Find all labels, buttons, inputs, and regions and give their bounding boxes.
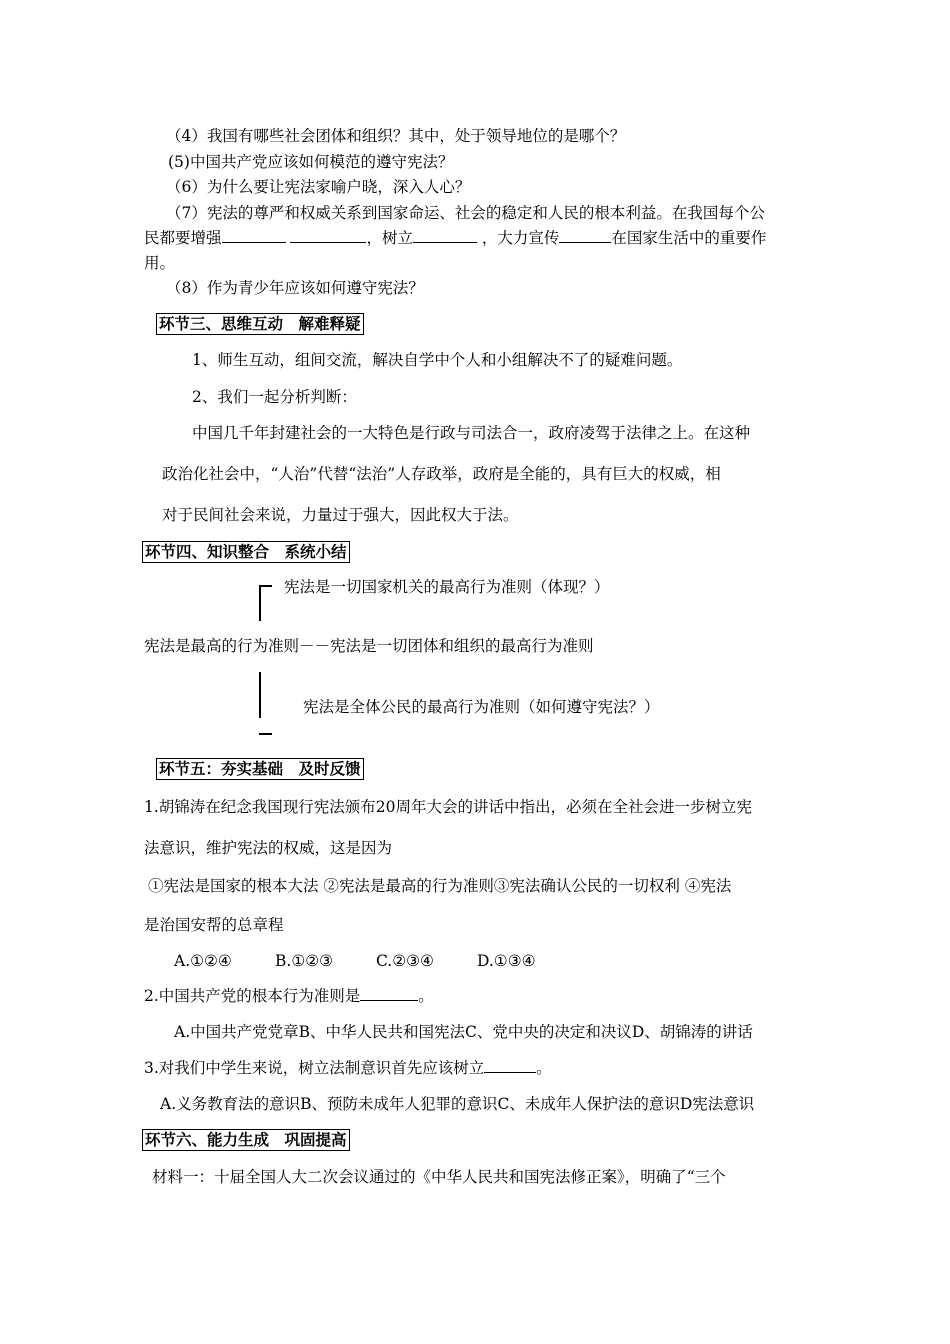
section-3-item-1: 1、师生互动，组间交流，解决自学中个人和小组解决不了的疑难问题。: [192, 351, 683, 369]
section-3-title: 环节三、思维互动 解难释疑: [156, 313, 364, 335]
bracket-bottom-vertical: [259, 672, 261, 718]
q1-option-c: C.②③④: [376, 952, 434, 970]
q1-option-b: B.①②③: [275, 952, 334, 970]
bracket-top-vertical: [259, 585, 261, 621]
blank-3[interactable]: [413, 228, 477, 243]
q1-line-3: ①宪法是国家的根本大法 ②宪法是最高的行为准则③宪法确认公民的一切权利 ④宪法: [148, 877, 732, 895]
bracket-top-tick: [259, 585, 272, 587]
summary-root: 宪法是最高的行为准则－－宪法是一切团体和组织的最高行为准则: [144, 637, 594, 655]
section-3-paragraph-line-3: 对于民间社会来说，力量过于强大，因此权大于法。: [162, 506, 519, 524]
section-3-item-2: 2、我们一起分析判断：: [192, 388, 357, 406]
q7-text-d: 在国家生活中的重要作: [611, 229, 767, 247]
question-6: （6）为什么要让宪法家喻户晓，深入人心？: [166, 178, 471, 196]
q7-text-c: ，大力宣传: [481, 229, 560, 247]
section-6-title: 环节六、能力生成 巩固提高: [142, 1129, 350, 1151]
question-5: (5)中国共产党应该如何模范的遵守宪法？: [168, 153, 454, 171]
q2-blank[interactable]: [360, 986, 418, 1001]
section-3-paragraph-line-1: 中国几千年封建社会的一大特色是行政与司法合一，政府凌驾于法律之上。在这种: [192, 424, 751, 442]
q3-text: 3.对我们中学生来说，树立法制意识首先应该树立: [144, 1059, 485, 1077]
section-4-title: 环节四、知识整合 系统小结: [142, 541, 350, 563]
section-3-paragraph-line-2: 政治化社会中，“人治”代替“法治”人存政举，政府是全能的，具有巨大的权威，相: [162, 465, 721, 483]
material-1: 材料一：十届全国人大二次会议通过的《中华人民共和国宪法修正案》，明确了“三个: [152, 1168, 726, 1186]
q2-options: A.中国共产党党章B、中华人民共和国宪法C、党中央的决定和决议D、胡锦涛的讲话: [174, 1023, 753, 1041]
q1-line-2: 法意识，维护宪法的权威，这是因为: [144, 839, 393, 857]
bracket-bottom-tick: [259, 733, 272, 735]
summary-branch-top: 宪法是一切国家机关的最高行为准则（体现？）: [284, 578, 610, 596]
summary-branch-bottom: 宪法是全体公民的最高行为准则（如何遵守宪法？）: [303, 698, 660, 716]
question-4: （4）我国有哪些社会团体和组织？其中，处于领导地位的是哪个？: [166, 127, 626, 145]
blank-1[interactable]: [222, 228, 286, 243]
q3-options: A.义务教育法的意识B、预防未成年人犯罪的意识C、未成年人保护法的意识D宪法意识: [160, 1095, 755, 1113]
question-7-line-2: [144, 228, 766, 248]
q2-end: 。: [418, 987, 434, 1005]
q7-text-b: ，树立: [366, 229, 413, 247]
question-7-line-3: 用。: [144, 254, 176, 272]
q1-option-a: A.①②④: [174, 952, 232, 970]
q3-blank[interactable]: [484, 1058, 536, 1073]
section-5-title: 环节五：夯实基础 及时反馈: [156, 758, 364, 780]
q7-text-a: 民都要增强: [144, 229, 222, 247]
q1-line-4: 是治国安帮的总章程: [144, 916, 284, 934]
q2-stem: [144, 986, 434, 1006]
q3-end: 。: [536, 1059, 552, 1077]
q1-option-d: D.①③④: [477, 952, 536, 970]
blank-4[interactable]: [559, 228, 611, 243]
question-8: （8）作为青少年应该如何遵守宪法？: [166, 279, 424, 297]
blank-2[interactable]: [290, 228, 366, 243]
q1-line-1: 1.胡锦涛在纪念我国现行宪法颁布20周年大会的讲话中指出，必须在全社会进一步树立宪: [144, 798, 753, 816]
question-7-line-1: （7）宪法的尊严和权威关系到国家命运、社会的稳定和人民的根本利益。在我国每个公: [166, 204, 765, 222]
q2-text: 2.中国共产党的根本行为准则是: [144, 987, 361, 1005]
q3-stem: [144, 1058, 552, 1078]
